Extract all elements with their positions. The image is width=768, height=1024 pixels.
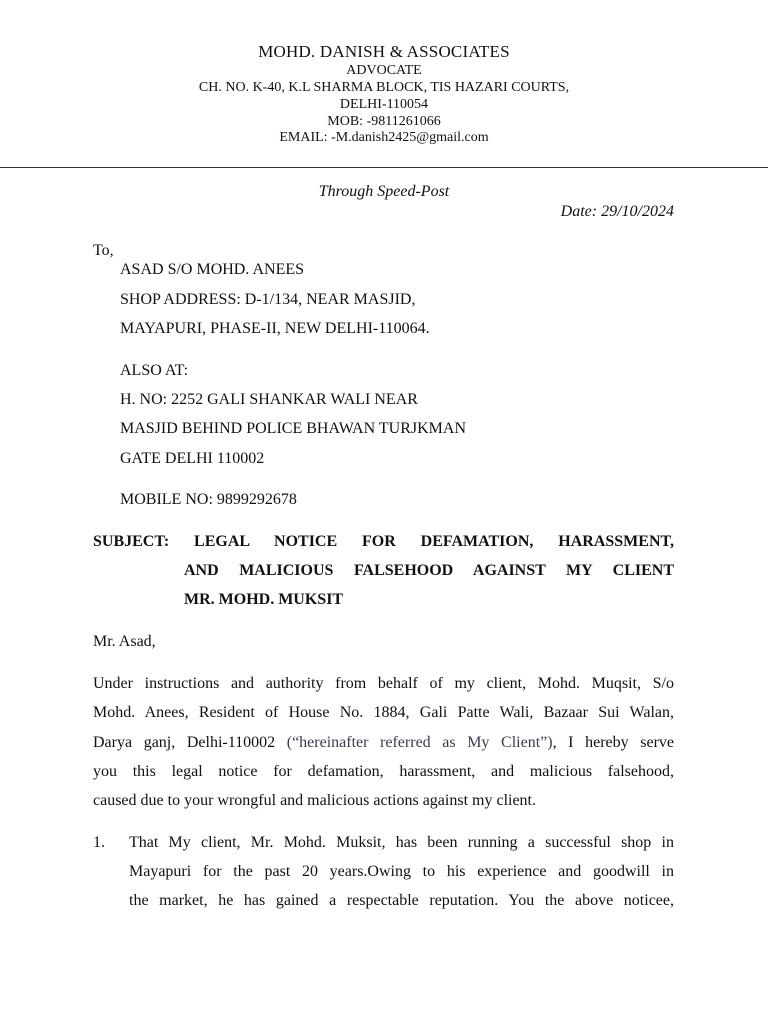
recipient-home-line1: H. NO: 2252 GALI SHANKAR WALI NEAR <box>120 391 418 408</box>
subject-line3: MR. MOHD. MUKSIT <box>184 591 344 608</box>
recipient-home-line2: MASJID BEHIND POLICE BHAWAN TURJKMAN <box>120 420 466 437</box>
intro-line4: you this legal notice for defamation, harassment, and malicious falsehood, <box>93 763 674 780</box>
recipient-shop-line2: MAYAPURI, PHASE-II, NEW DELHI-110064. <box>120 320 430 337</box>
recipient-home-line3: GATE DELHI 110002 <box>120 450 265 467</box>
designation: ADVOCATE <box>346 63 422 78</box>
intro-line1: Under instructions and authority from behalf of my client, Mohd. Muqsit, S/o <box>93 675 674 692</box>
point-number: 1. <box>93 834 105 851</box>
recipient-shop-line1: SHOP ADDRESS: D-1/134, NEAR MASJID, <box>120 291 416 308</box>
firm-name: MOHD. DANISH & ASSOCIATES <box>258 42 510 61</box>
office-address-line2: DELHI-110054 <box>339 97 429 112</box>
recipient-name: ASAD S/O MOHD. ANEES <box>120 261 305 278</box>
salutation: Mr. Asad, <box>93 633 156 650</box>
intro-line3-start: Darya ganj, Delhi-110002 <box>93 734 287 751</box>
intro-line3-end: , I hereby serve <box>552 734 675 751</box>
subject-line1: SUBJECT: LEGAL NOTICE FOR DEFAMATION, HARASSMENT, <box>93 533 674 550</box>
intro-line3 <box>93 734 674 752</box>
dispatch-mode: Through Speed-Post <box>318 183 450 200</box>
subject-line2: AND MALICIOUS FALSEHOOD AGAINST MY CLIENT <box>184 562 674 579</box>
point-line3: the market, he has gained a respectable reputation. You the above noticee, <box>129 892 674 909</box>
point-line2: Mayapuri for the past 20 years.Owing to his experience and goodwill in <box>129 863 674 880</box>
letter-date: Date: 29/10/2024 <box>560 203 674 220</box>
intro-line2: Mohd. Anees, Resident of House No. 1884, Gali Patte Wali, Bazaar Sui Walan, <box>93 704 674 721</box>
office-mobile: MOB: -9811261066 <box>327 114 441 129</box>
to-label: To, <box>93 242 114 259</box>
recipient-mobile: MOBILE NO: 9899292678 <box>120 491 297 508</box>
letterhead-divider <box>0 167 768 168</box>
also-at-label: ALSO AT: <box>120 362 189 379</box>
point-line1: That My client, Mr. Mohd. Muksit, has been running a successful shop in <box>129 834 674 851</box>
client-definition-quote: (“hereinafter referred as My Client”) <box>286 734 553 751</box>
office-address-line1: CH. NO. K-40, K.L SHARMA BLOCK, TIS HAZARI COURTS, <box>198 80 570 95</box>
office-email: EMAIL: -M.danish2425@gmail.com <box>279 130 489 145</box>
intro-line5: caused due to your wrongful and malicious actions against my client. <box>93 792 536 809</box>
